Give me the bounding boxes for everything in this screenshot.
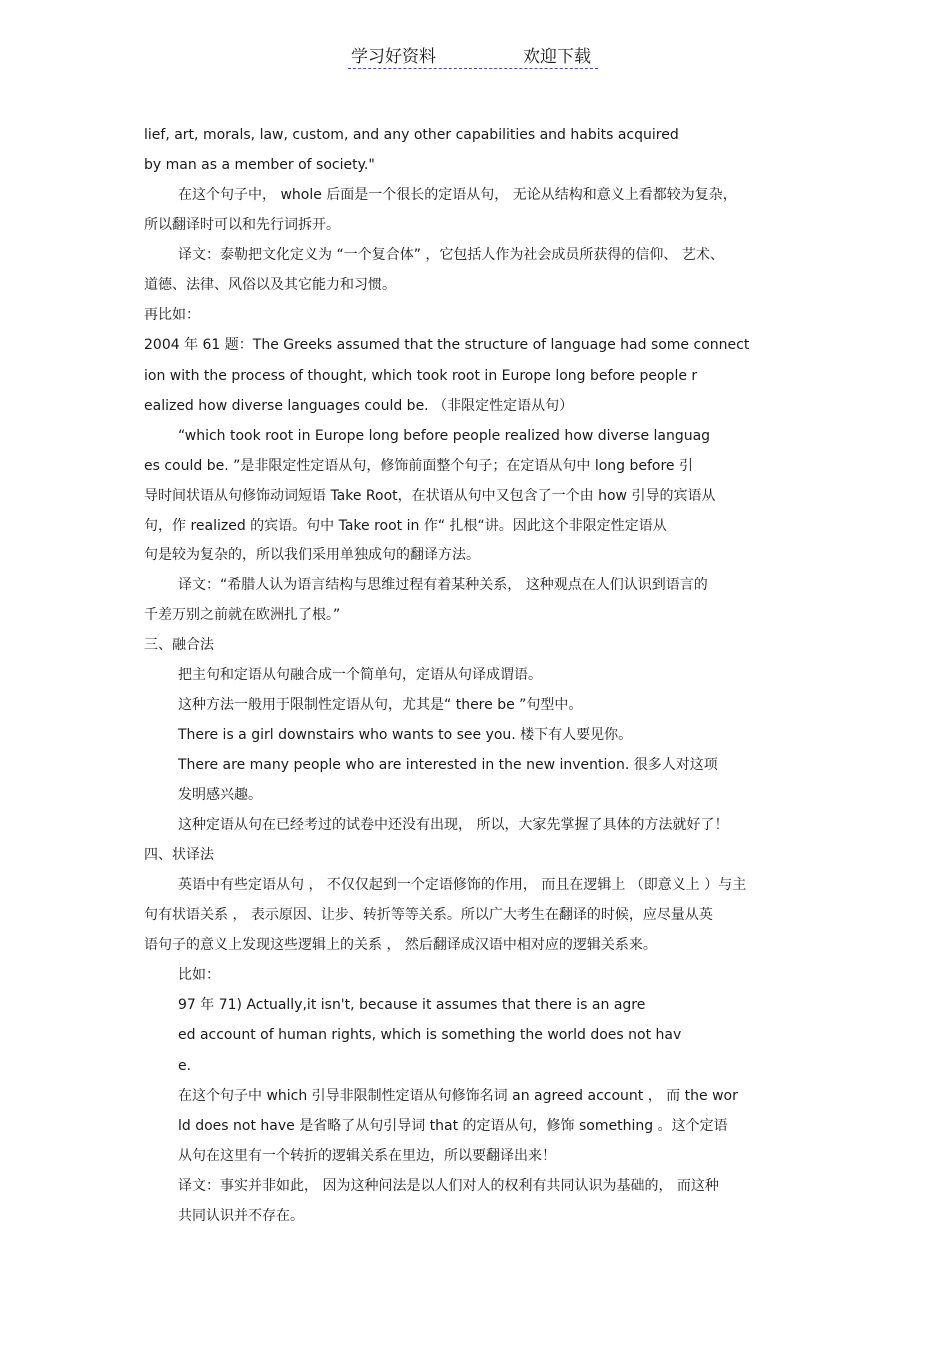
text-line: ed account of human rights, which is something the world does not hav <box>178 1027 682 1043</box>
text-line: 在这个句子中， whole 后面是一个很长的定语从句， 无论从结构和意义上看都较为复杂， <box>178 187 737 203</box>
text-line: ion with the process of thought, which took root in Europe long before people r <box>144 368 698 384</box>
text-line: 97 年 71) Actually,it isn't, because it assumes that there is an agre <box>178 997 646 1013</box>
text-line: 译文：事实并非如此， 因为这种问法是以人们对人的权利有共同认识为基础的， 而这种 <box>178 1178 719 1194</box>
text-line: 译文：泰勒把文化定义为 “一个复合体” ，它包括人作为社会成员所获得的信仰、 艺术、 <box>178 247 724 263</box>
page-header <box>348 40 598 69</box>
header-right-text: 欢迎下载 <box>523 47 591 67</box>
text-line: 2004 年 61 题：The Greeks assumed that the structure of language had some connect <box>144 337 750 353</box>
text-line: 再比如： <box>144 307 200 323</box>
text-line: 千差万别之前就在欧洲扎了根。” <box>144 607 341 623</box>
text-line: There is a girl downstairs who wants to see you. 楼下有人要见你。 <box>178 727 633 743</box>
text-line: 这种定语从句在已经考过的试卷中还没有出现， 所以，大家先掌握了具体的方法就好了！ <box>178 817 729 833</box>
text-line: 句有状语关系 ， 表示原因、让步、转折等等关系。所以广大考生在翻译的时候，应尽量从英 <box>144 907 713 923</box>
text-line: 导时间状语从句修饰动词短语 Take Root，在状语从句中又包含了一个由 how 引导的宾语从 <box>144 488 716 504</box>
text-line: ld does not have 是省略了从句引导词 that 的定语从句，修饰 something 。这个定语 <box>178 1118 728 1134</box>
text-line: 这种方法一般用于限制性定语从句，尤其是“ there be ”句型中。 <box>178 697 583 713</box>
text-line: es could be. ”是非限定性定语从句，修饰前面整个句子；在定语从句中 long before 引 <box>144 458 693 474</box>
text-line: 比如： <box>178 967 220 983</box>
text-line: ealized how diverse languages could be. （非限定性定语从句） <box>144 398 574 414</box>
text-line: by man as a member of society." <box>144 157 375 173</box>
header-left-text: 学习好资料 <box>351 47 436 67</box>
text-line: There are many people who are interested in the new invention. 很多人对这项 <box>178 757 718 773</box>
text-line: “which took root in Europe long before people realized how diverse languag <box>178 428 711 444</box>
text-line: 在这个句子中 which 引导非限制性定语从句修饰名词 an agreed account ， 而 the wor <box>178 1088 738 1104</box>
text-line: 把主句和定语从句融合成一个简单句，定语从句译成谓语。 <box>178 667 542 683</box>
text-line: 从句在这里有一个转折的逻辑关系在里边，所以要翻译出来！ <box>178 1148 556 1164</box>
text-line: 道德、法律、风俗以及其它能力和习惯。 <box>144 277 396 293</box>
text-line: 发明感兴趣。 <box>178 787 262 803</box>
text-line: 所以翻译时可以和先行词拆开。 <box>144 217 340 233</box>
text-line: 语句子的意义上发现这些逻辑上的关系 ， 然后翻译成汉语中相对应的逻辑关系来。 <box>144 937 657 953</box>
section-heading: 三、融合法 <box>144 637 214 653</box>
text-line: 共同认识并不存在。 <box>178 1208 304 1224</box>
text-line: e. <box>178 1058 192 1074</box>
text-line: 英语中有些定语从句 ， 不仅仅起到一个定语修饰的作用， 而且在逻辑上 （即意义上 ）与主 <box>178 877 747 893</box>
text-line: 句是较为复杂的，所以我们采用单独成句的翻译方法。 <box>144 547 480 563</box>
text-line: lief, art, morals, law, custom, and any other capabilities and habits acquired <box>144 127 679 143</box>
text-line: 句，作 realized 的宾语。句中 Take root in 作“ 扎根“讲。因此这个非限定性定语从 <box>144 518 667 534</box>
text-line: 译文：“希腊人认为语言结构与思维过程有着某种关系， 这种观点在人们认识到语言的 <box>178 577 708 593</box>
section-heading: 四、状译法 <box>144 847 214 863</box>
